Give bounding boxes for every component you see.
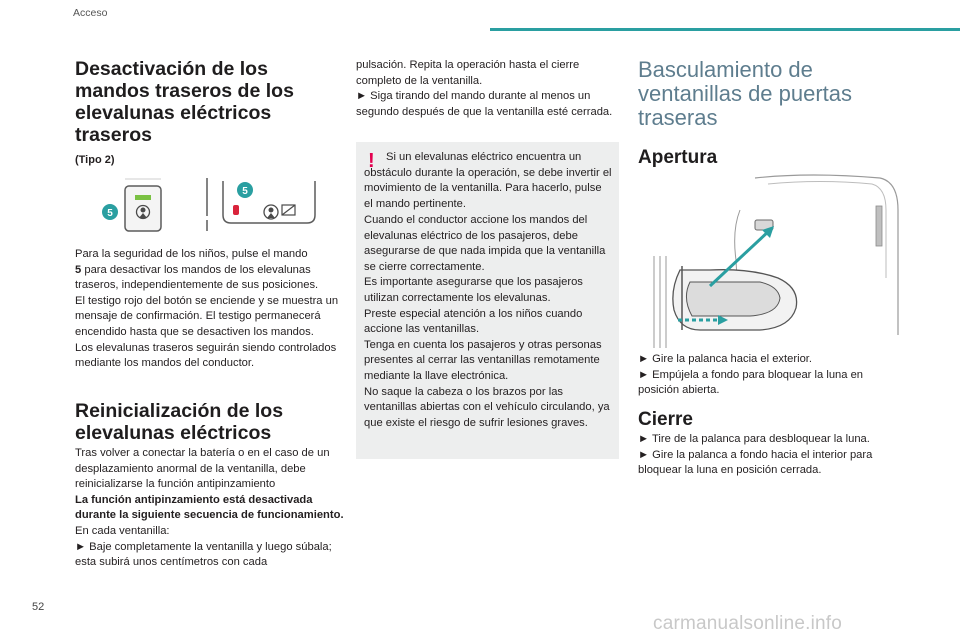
apertura-steps — [638, 352, 900, 399]
warning-para: Cuando el conductor accione los mandos del elevalunas eléctrico de los pasajeros, debe asegurarse de que nada impida que la ventanilla se cierre correctamente. — [364, 214, 606, 273]
step-text: ► Gire la palanca a fondo hacia el interior para bloquear la luna en posición cerrada. — [638, 448, 873, 477]
para-bold: La función antipinzamiento está desactivada durante la siguiente secuencia de funcionamiento. — [75, 493, 344, 522]
step-text: ► Baje completamente la ventanilla y luego súbala; esta subirá unos centímetros con cada — [75, 540, 332, 569]
red-led — [233, 205, 239, 215]
title-line: elevalunas eléctricos — [75, 102, 272, 124]
cierre-steps — [638, 432, 900, 479]
child-lock-paragraph — [75, 247, 345, 372]
warning-para: Preste especial atención a los niños cuando accione las ventanillas. — [364, 307, 583, 336]
callout-number: 5 — [242, 186, 248, 197]
title-line: Basculamiento de — [638, 57, 813, 82]
para-ref: 5 — [75, 263, 82, 276]
section-title-reinicializacion — [75, 400, 345, 444]
para-text: pulsación. Repita la operación hasta el cierre completo de la ventanilla. — [356, 59, 580, 87]
step-text: ► Siga tirando del mando durante al menos un segundo después de que la ventanilla esté cerrada. — [356, 90, 613, 118]
step-text: ► Empújela a fondo para bloquear la luna en posición abierta. — [638, 368, 864, 397]
section-title-desactivacion — [75, 58, 345, 146]
title-line: traseras — [638, 105, 718, 130]
para-text: Tras volver a conectar la batería o en el caso de un desplazamiento anormal de la ventanilla, debe reinicializarse la función antipinzamiento — [75, 447, 330, 491]
warning-text-rest — [364, 213, 612, 431]
title-line: Desactivación de los — [75, 58, 268, 80]
title-line: traseros — [75, 124, 152, 146]
warning-para: Es importante asegurarse que los pasajeros utilizan correctamente los elevalunas. — [364, 276, 583, 304]
warning-icon: ! — [368, 150, 375, 172]
para-text: En cada ventanilla: — [75, 524, 170, 537]
section-title-basculamiento — [638, 58, 908, 130]
page-number: 52 — [32, 601, 45, 613]
step-text: ► Tire de la palanca para desbloquear la luna. — [638, 433, 870, 445]
para-text: Los elevalunas traseros seguirán siendo controlados mediante los mandos del conductor. — [75, 341, 337, 370]
window-lever-illustration — [650, 170, 902, 348]
type-label: (Tipo 2) — [75, 154, 115, 166]
warning-para: Tenga en cuenta los pasajeros y otras personas presentes al cerrar las ventanillas remotamente mediante la llave electrónica. — [364, 338, 602, 382]
subtitle-cierre: Cierre — [638, 409, 693, 430]
watermark: carmanualsonline.info — [653, 613, 843, 634]
warning-text — [364, 150, 612, 212]
para-text: para desactivar los mandos de los elevalunas traseros, independientemente de sus posiciones. — [75, 263, 319, 292]
reinit-continued — [356, 58, 618, 120]
warning-para: No saque la cabeza o los brazos por las ventanillas abiertas con el vehículo circulando, ya que existe el riesgo de sufrir lesiones graves. — [364, 385, 610, 429]
child-lock-illustration — [95, 173, 320, 235]
callout-number: 5 — [107, 208, 113, 219]
header-accent-bar — [490, 28, 960, 31]
subtitle-apertura: Apertura — [638, 147, 718, 168]
step-text: ► Gire la palanca hacia el exterior. — [638, 353, 813, 365]
reinit-paragraph — [75, 446, 345, 571]
warning-para: Si un elevalunas eléctrico encuentra un obstáculo durante la operación, se debe invertir el movimiento de la ventanilla. Para hacerlo, pulse el mando pertinente. — [364, 151, 612, 210]
section-header: Acceso — [73, 7, 108, 19]
title-line: mandos traseros de los — [75, 80, 294, 102]
title-line: ventanillas de puertas — [638, 81, 853, 106]
para-text: El testigo rojo del botón se enciende y se muestra un mensaje de confirmación. El testigo permanecerá encendido hasta que se desactiven los mandos. — [75, 294, 339, 338]
title-line: elevalunas eléctricos — [75, 422, 272, 444]
title-line: Reinicialización de los — [75, 400, 284, 422]
para-text: Para la seguridad de los niños, pulse el mando — [75, 248, 308, 260]
green-led — [135, 195, 151, 200]
